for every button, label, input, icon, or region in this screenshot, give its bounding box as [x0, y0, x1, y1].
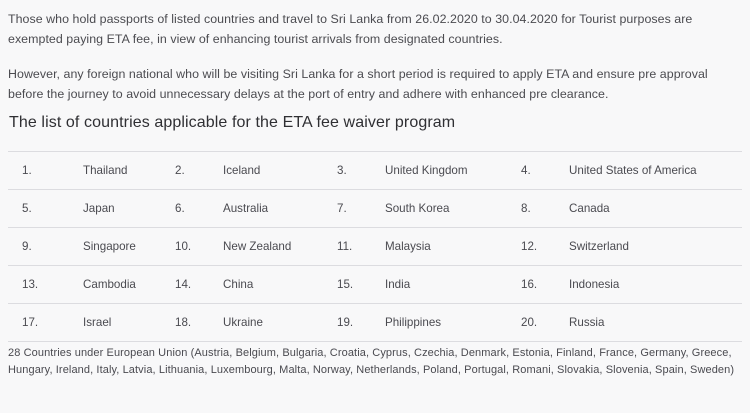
eu-countries-note: 28 Countries under European Union (Austria, Belgium, Bulgaria, Croatia, Cyprus, Czechia, Denmark, Estonia, Finland, France, Germany, Greece, Hungary, Ireland, Italy, Latvia, Lithuania, Luxembourg, Malta, Norway, Netherlands, Poland, Portugal, Romani, Slovakia, Slovenia, Spain, Sweden)	[8, 347, 735, 376]
country-name: Philippines	[385, 304, 521, 342]
country-number: 1.	[8, 152, 83, 190]
table-row	[8, 190, 742, 228]
country-name: South Korea	[385, 190, 521, 228]
country-number: 4.	[521, 152, 569, 190]
country-name: United States of America	[569, 152, 742, 190]
country-name: China	[223, 266, 337, 304]
country-name: United Kingdom	[385, 152, 521, 190]
country-number: 9.	[8, 228, 83, 266]
country-name: Indonesia	[569, 266, 742, 304]
country-number: 19.	[337, 304, 385, 342]
country-number: 13.	[8, 266, 83, 304]
country-name: Japan	[83, 190, 175, 228]
country-number: 8.	[521, 190, 569, 228]
intro-paragraph: Those who hold passports of listed countries and travel to Sri Lanka from 26.02.2020 to 30.04.2020 for Tourist purposes are exempted paying ETA fee, in view of enhancing tourist arrivals from designated countries.	[8, 12, 693, 46]
country-name: Russia	[569, 304, 742, 342]
country-name: Malaysia	[385, 228, 521, 266]
country-number: 15.	[337, 266, 385, 304]
country-number: 14.	[175, 266, 223, 304]
country-name: Cambodia	[83, 266, 175, 304]
country-number: 10.	[175, 228, 223, 266]
table-row	[8, 152, 742, 190]
country-number: 3.	[337, 152, 385, 190]
country-name: Singapore	[83, 228, 175, 266]
country-name: Israel	[83, 304, 175, 342]
table-row	[8, 228, 742, 266]
country-name: Ukraine	[223, 304, 337, 342]
country-name: Thailand	[83, 152, 175, 190]
country-number: 6.	[175, 190, 223, 228]
country-number: 2.	[175, 152, 223, 190]
country-number: 7.	[337, 190, 385, 228]
table-row	[8, 304, 742, 342]
country-number: 18.	[175, 304, 223, 342]
country-name: Canada	[569, 190, 742, 228]
country-number: 11.	[337, 228, 385, 266]
country-number: 5.	[8, 190, 83, 228]
notice-paragraph: However, any foreign national who will be visiting Sri Lanka for a short period is required to apply ETA and ensure pre approval before the journey to avoid unnecessary delays at the port of entry and adhere with enhanced pre clearance.	[8, 67, 708, 101]
country-name: Switzerland	[569, 228, 742, 266]
country-name: India	[385, 266, 521, 304]
country-name: Australia	[223, 190, 337, 228]
table-row	[8, 266, 742, 304]
country-number: 20.	[521, 304, 569, 342]
country-number: 16.	[521, 266, 569, 304]
section-heading: The list of countries applicable for the ETA fee waiver program	[9, 114, 456, 131]
country-number: 17.	[8, 304, 83, 342]
country-name: New Zealand	[223, 228, 337, 266]
country-name: Iceland	[223, 152, 337, 190]
country-number: 12.	[521, 228, 569, 266]
countries-table	[8, 151, 742, 342]
